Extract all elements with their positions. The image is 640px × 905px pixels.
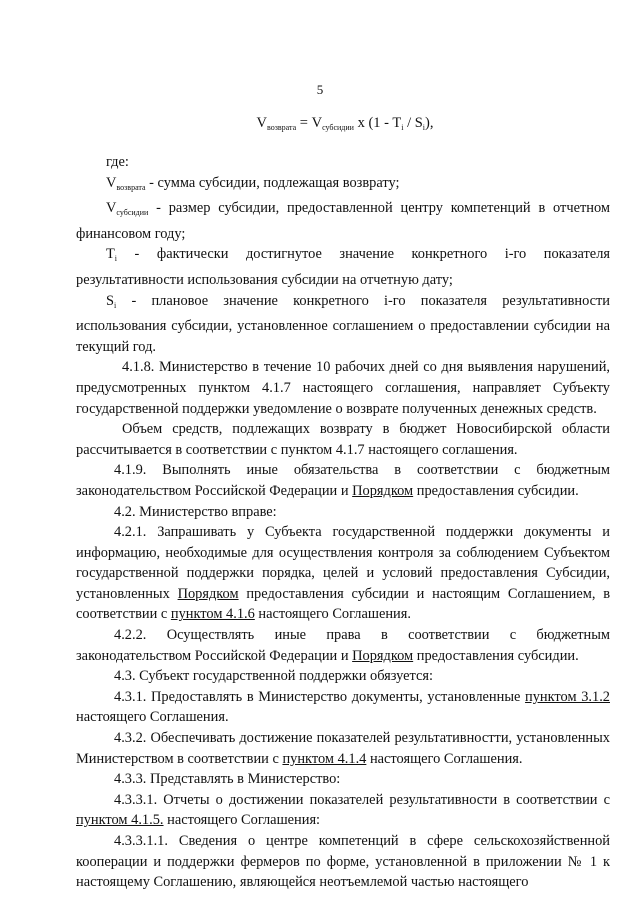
paragraph-4-3-3-1 — [76, 790, 610, 831]
formula-lhs-subscript: возврата — [267, 123, 297, 132]
paragraph-4-3-2 — [76, 728, 610, 769]
def-v-subsidy: $V_{субсидии}$ - размер субсидии, предоставленной центру компетенций в отчетном финансовом году; — [76, 200, 610, 242]
p419-text-b: предоставления субсидии. — [413, 482, 579, 499]
formula-lhs: V — [256, 115, 267, 131]
refund-formula — [0, 113, 640, 139]
p421-text-a: 4.2.1. Запрашивать у Субъекта государственной поддержки документы и информацию, необходимые для осуществления контроля за соблюдением Субъектом государственной поддержки порядка, целей и условий предоставления Субсидии, установленных — [76, 524, 610, 602]
p431-text-b: настоящего Соглашения. — [76, 709, 229, 726]
p422-text-b: предоставления субсидии. — [413, 647, 579, 664]
paragraph-4-2-1 — [76, 522, 610, 625]
def-s-text: - плановое значение конкретного i-го показателя результативности использования субсидии, установленное соглашением о предоставлении субсидии на текущий год. — [76, 292, 610, 355]
paragraph-refund-volume: Объем средств, подлежащих возврату в бюджет Новосибирской области рассчитывается в соответствии с пунктом 4.1.7 настоящего соглашения. — [76, 421, 610, 458]
formula-rest: x (1 - T — [353, 115, 402, 131]
link-poryadok[interactable]: Порядком — [352, 482, 414, 499]
def-t-text: - фактически достигнутое значение конкретного i-го показателя результативности использования субсидии на отчетную дату; — [76, 246, 610, 288]
def-s-subscript: i — [114, 300, 117, 310]
formula-si-subscript: i — [422, 123, 426, 132]
paragraph-4-1-9 — [76, 460, 610, 501]
paragraph-4-3-1 — [76, 687, 610, 728]
formula-ti-subscript: i — [401, 123, 404, 132]
p432-text-a: 4.3.2. Обеспечивать достижение показателей результативностти, установленных Министерством в соответствии с — [76, 730, 610, 767]
paragraph-4-1-8: 4.1.8. Министерство в течение 10 рабочих дней со дня выявления нарушений, предусмотренных пунктом 4.1.7 настоящего соглашения, направляет Субъекту государственной поддержки уведомление о возврате полученных денежных средств. — [76, 359, 610, 417]
paragraph-4-3-3: 4.3.3. Представлять в Министерство: — [114, 771, 341, 788]
link-punkt-3-1-2[interactable]: пунктом 3.1.2 — [525, 688, 610, 705]
formula-end: ), — [425, 115, 434, 131]
paragraph-4-2: 4.2. Министерство вправе: — [114, 503, 277, 520]
p421-text-c: настоящего Соглашения. — [254, 606, 411, 623]
p4331-text-b: настоящего Соглашения: — [163, 812, 321, 829]
p421-text-b: предоставления субсидии и настоящим Соглашением, в соответствии с — [76, 585, 610, 623]
def-s: $S_i$ - плановое значение конкретного i-го показателя результативности использования субсидии, установленное соглашением о предоставлении субсидии на текущий год. — [76, 292, 610, 355]
link-poryadok[interactable]: Порядком — [352, 647, 414, 664]
def-t: $T_i$ - фактически достигнутое значение конкретного i-го показателя результативности использования субсидии на отчетную дату; — [76, 246, 610, 288]
def-t-subscript: i — [114, 254, 118, 264]
link-poryadok[interactable]: Порядком — [177, 585, 239, 602]
paragraph-4-3: 4.3. Субъект государственной поддержки обязуется: — [114, 668, 434, 685]
formula-rhs-subscript: субсидии — [322, 123, 354, 132]
document-body — [76, 152, 610, 893]
p422-text-a: 4.2.2. Осуществлять иные права в соответствии с бюджетным законодательством Российской Федерации и — [76, 627, 610, 664]
formula-slash: / S — [403, 115, 423, 131]
p432-text-b: настоящего Соглашения. — [366, 750, 523, 767]
def-v-return-subscript: возврата — [116, 182, 146, 192]
def-v-subsidy-subscript: субсидии — [116, 208, 149, 218]
p4331-text-a: 4.3.3.1. Отчеты о достижении показателей результативности в соответствии с — [114, 791, 610, 808]
paragraph-4-3-3-1-1: 4.3.3.1.1. Сведения о центре компетенций в сфере сельскохозяйственной кооперации и поддержки фермеров по форме, установленной в приложении № 1 к настоящему Соглашению, являющейся неотъемлемой частью настоящего — [76, 833, 610, 891]
link-punkt-4-1-5[interactable]: пунктом 4.1.5. — [76, 812, 164, 829]
formula-eq: = V — [296, 115, 323, 131]
where-label: где: — [106, 154, 129, 170]
def-v-return-text: - сумма субсидии, подлежащая возврату; — [145, 174, 400, 191]
page-number: 5 — [316, 82, 324, 97]
link-punkt-4-1-6[interactable]: пунктом 4.1.6 — [170, 606, 255, 623]
link-punkt-4-1-4[interactable]: пунктом 4.1.4 — [282, 750, 367, 767]
def-v-return: $V_{возврата}$ - сумма субсидии, подлежащая возврату; — [106, 174, 400, 192]
p431-text-a: 4.3.1. Предоставлять в Министерство документы, установленные — [114, 688, 526, 705]
paragraph-4-2-2 — [76, 625, 610, 666]
def-v-subsidy-text: - размер субсидии, предоставленной центру компетенций в отчетном финансовом году; — [76, 200, 610, 242]
p419-text-a: 4.1.9. Выполнять иные обязательства в соответствии с бюджетным законодательством Российской Федерации и — [76, 462, 610, 499]
